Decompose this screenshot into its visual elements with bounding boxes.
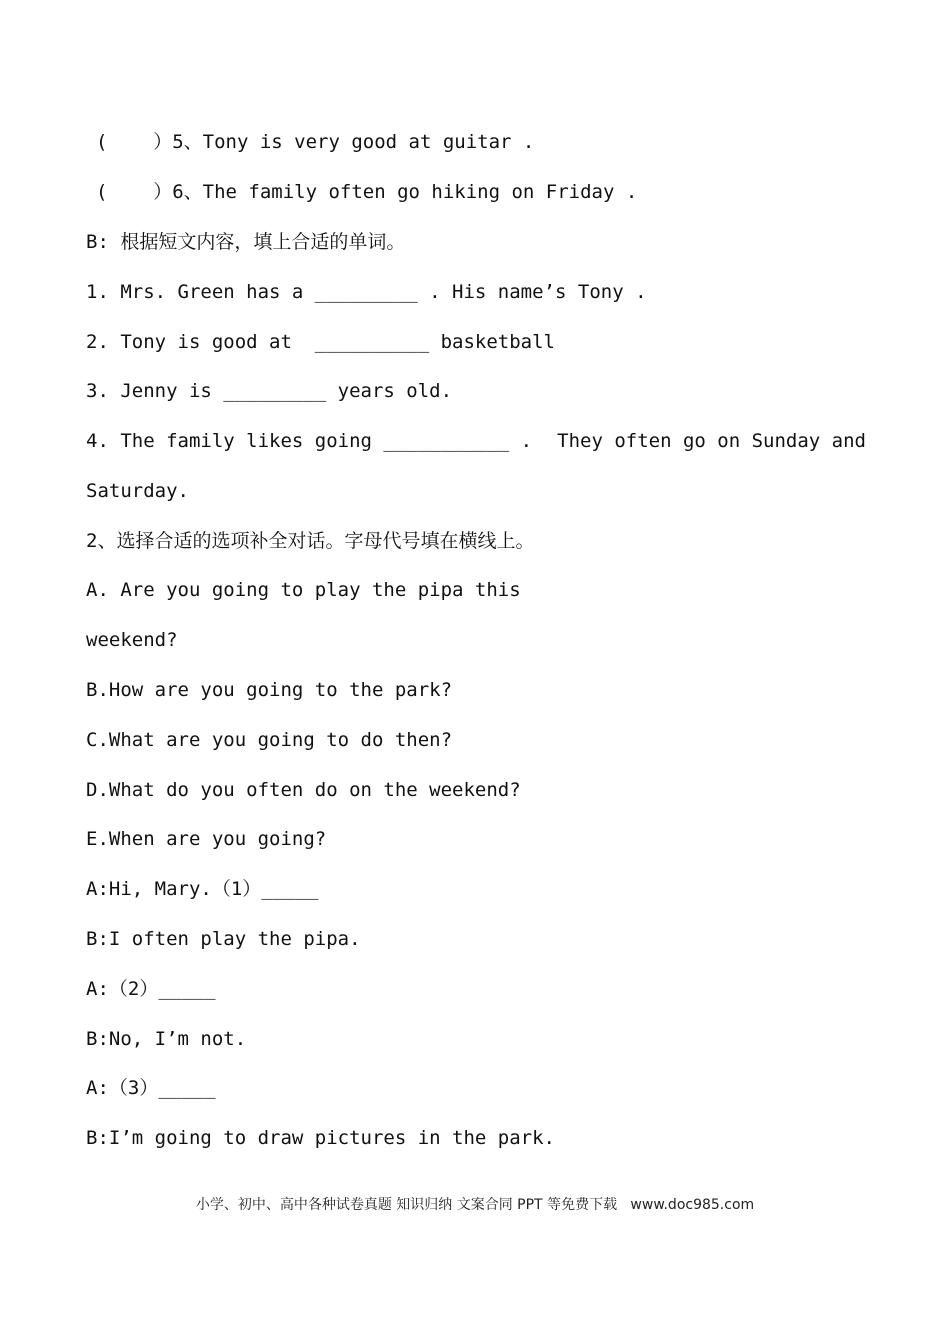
option-a: A. Are you going to play the pipa this [86, 579, 521, 601]
option-e: E.When are you going? [86, 828, 327, 850]
page-footer: 小学、初中、高中各种试卷真题 知识归纳 文案合同 PPT 等免费下载 www.doc985.com [195, 1197, 755, 1213]
dialogue-line-3: A:（2）_____ [86, 978, 216, 1000]
question-tf-6: ( ）6、The family often go hiking on Friday . [96, 181, 638, 203]
fill-item-4-right: They often go on Sunday and [557, 430, 866, 452]
option-c: C.What are you going to do then? [86, 729, 453, 751]
dialogue-line-6: B:I’m going to draw pictures in the park. [86, 1127, 555, 1149]
fill-item-2: 2. Tony is good at __________ basketball [86, 331, 555, 353]
fill-item-1: 1. Mrs. Green has a _________ . His name’s Tony . [86, 281, 647, 303]
dialogue-line-5: A:（3）_____ [86, 1077, 216, 1099]
option-d: D.What do you often do on the weekend? [86, 779, 521, 801]
fill-item-4-left: 4. The family likes going ___________ . [86, 430, 533, 452]
dialogue-line-1: A:Hi, Mary.（1）_____ [86, 878, 319, 900]
dialogue-line-2: B:I often play the pipa. [86, 928, 361, 950]
question-tf-5: ( ）5、Tony is very good at guitar . [96, 131, 535, 153]
option-b: B.How are you going to the park? [86, 679, 453, 701]
section-2-heading: 2、选择合适的选项补全对话。字母代号填在横线上。 [86, 530, 535, 552]
fill-item-4-continuation: Saturday. [86, 480, 189, 502]
fill-item-4 [86, 428, 866, 454]
section-b-heading: B: 根据短文内容，填上合适的单词。 [86, 231, 406, 253]
dialogue-line-4: B:No, I’m not. [86, 1028, 247, 1050]
option-a-continuation: weekend? [86, 629, 178, 651]
fill-item-3: 3. Jenny is _________ years old. [86, 380, 453, 402]
